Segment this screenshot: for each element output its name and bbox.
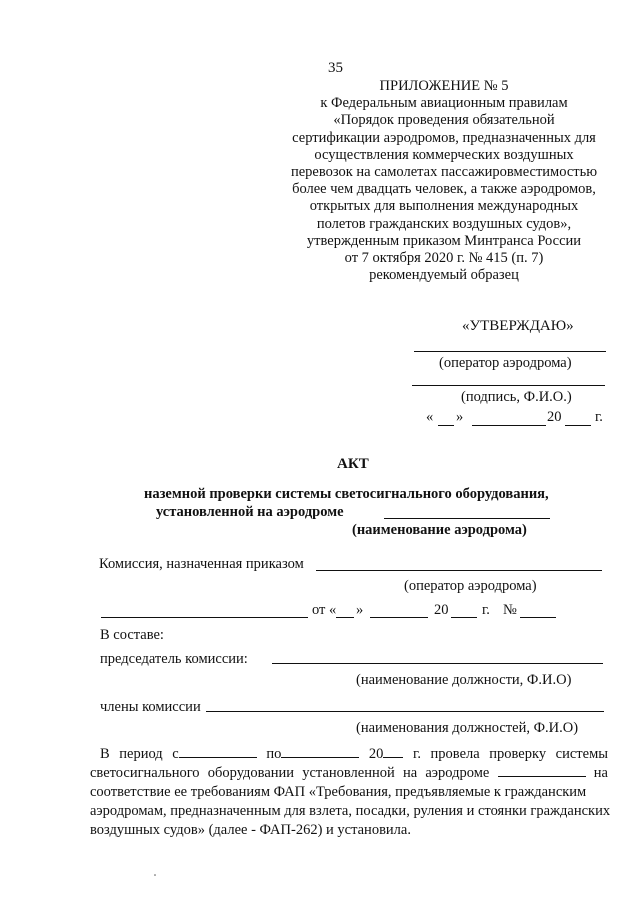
commission-operator-caption: (оператор аэродрома) (404, 578, 537, 594)
order-from-label: от « (312, 602, 337, 618)
paragraph-word: оборудовании (207, 765, 295, 781)
order-year: 20 (434, 602, 449, 618)
approval-date-open-quote: « (426, 409, 434, 425)
appendix-line: открытых для выполнения международных (309, 198, 579, 215)
act-title: АКТ (337, 456, 369, 472)
paragraph-word: на (402, 765, 418, 781)
appendix-line: осуществления коммерческих воздушных (314, 146, 574, 163)
paragraph-year: 20 (369, 745, 404, 764)
paragraph-line-2 (90, 764, 608, 783)
composition-label: В составе: (100, 627, 164, 643)
operator-signature-line (414, 351, 606, 352)
approval-date-year: 20 (547, 409, 562, 425)
members-caption: (наименования должностей, Ф.И.О) (356, 720, 579, 736)
order-number-blank (520, 617, 556, 618)
approval-heading: «УТВЕРЖДАЮ» (462, 318, 574, 334)
paragraph-word: В (100, 746, 110, 762)
signature-line (412, 385, 605, 386)
order-month-blank (370, 617, 428, 618)
appendix-line: к Федеральным авиационным правилам (320, 95, 568, 112)
approval-year-blank (565, 425, 591, 426)
paragraph-line-3: соответствие ее требованиям ФАП «Требования, предъявляемые к гражданским (90, 784, 587, 800)
approval-day-blank (438, 425, 454, 426)
order-issuer-line (316, 570, 602, 571)
paragraph-word: провела (430, 746, 480, 762)
paragraph-word: аэродроме (425, 765, 490, 781)
approval-date-suffix: г. (595, 409, 603, 425)
appendix-line: от 7 октября 2020 г. № 415 (п. 7) (344, 250, 544, 267)
order-quote-close: » (356, 602, 364, 618)
aerodrome-caption: (наименование аэродрома) (352, 522, 527, 538)
paragraph-period-to: по (266, 745, 359, 764)
approval-date-close-quote: » (456, 409, 464, 425)
appendix-line: утвержденным приказом Минтранса России (306, 232, 582, 249)
chairman-line (272, 663, 603, 664)
appendix-header (278, 78, 610, 284)
paragraph-word: установленной (302, 765, 395, 781)
paragraph-line-1 (90, 745, 608, 764)
order-year-blank (451, 617, 477, 618)
members-line (206, 711, 604, 712)
appendix-line: полетов гражданских воздушных судов», (316, 215, 572, 232)
order-year-suffix: г. (482, 602, 490, 618)
paragraph-word: светосигнального (90, 765, 200, 781)
members-label: члены комиссии (100, 699, 201, 715)
approval-month-blank (472, 425, 546, 426)
paragraph-line-5: воздушных судов» (далее - ФАП-262) и установила. (90, 822, 411, 838)
act-subtitle-line2: установленной на аэродроме (156, 504, 344, 520)
appendix-line: более чем двадцать человек, а также аэродромов, (292, 181, 596, 198)
aerodrome-name-line (384, 518, 550, 519)
paragraph-word: проверку (489, 746, 547, 762)
appendix-line: «Порядок проведения обязательной (333, 112, 555, 129)
appendix-line: перевозок на самолетах пассажировместимостью (290, 164, 598, 181)
chairman-caption: (наименование должности, Ф.И.О) (356, 672, 572, 688)
appendix-line: сертификации аэродромов, предназначенных для (292, 129, 596, 146)
order-name-line (101, 617, 308, 618)
commission-appointed-label: Комиссия, назначенная приказом (99, 556, 304, 572)
paragraph-word: на (593, 765, 608, 781)
paragraph-period-from: с (172, 745, 256, 764)
paragraph-line-4: аэродромам, предназначенным для взлета, посадки, руления и стоянки гражданских (90, 803, 611, 819)
chairman-label: председатель комиссии: (100, 651, 248, 667)
operator-caption: (оператор аэродрома) (439, 355, 572, 371)
scan-speck-mark (153, 873, 157, 877)
paragraph-word: системы (555, 746, 608, 762)
page-number: 35 (328, 60, 343, 76)
act-subtitle-line1: наземной проверки системы светосигнального оборудования, (144, 486, 549, 502)
appendix-line: ПРИЛОЖЕНИЕ № 5 (379, 78, 509, 94)
order-number-sign: № (503, 602, 517, 618)
paragraph-word: г. (413, 746, 421, 762)
paragraph-aerodrome-blank (498, 764, 586, 777)
paragraph-word: период (119, 746, 163, 762)
signature-caption: (подпись, Ф.И.О.) (461, 389, 572, 405)
appendix-line: рекомендуемый образец (369, 267, 519, 284)
order-day-blank (336, 617, 354, 618)
inspection-paragraph (90, 745, 611, 840)
